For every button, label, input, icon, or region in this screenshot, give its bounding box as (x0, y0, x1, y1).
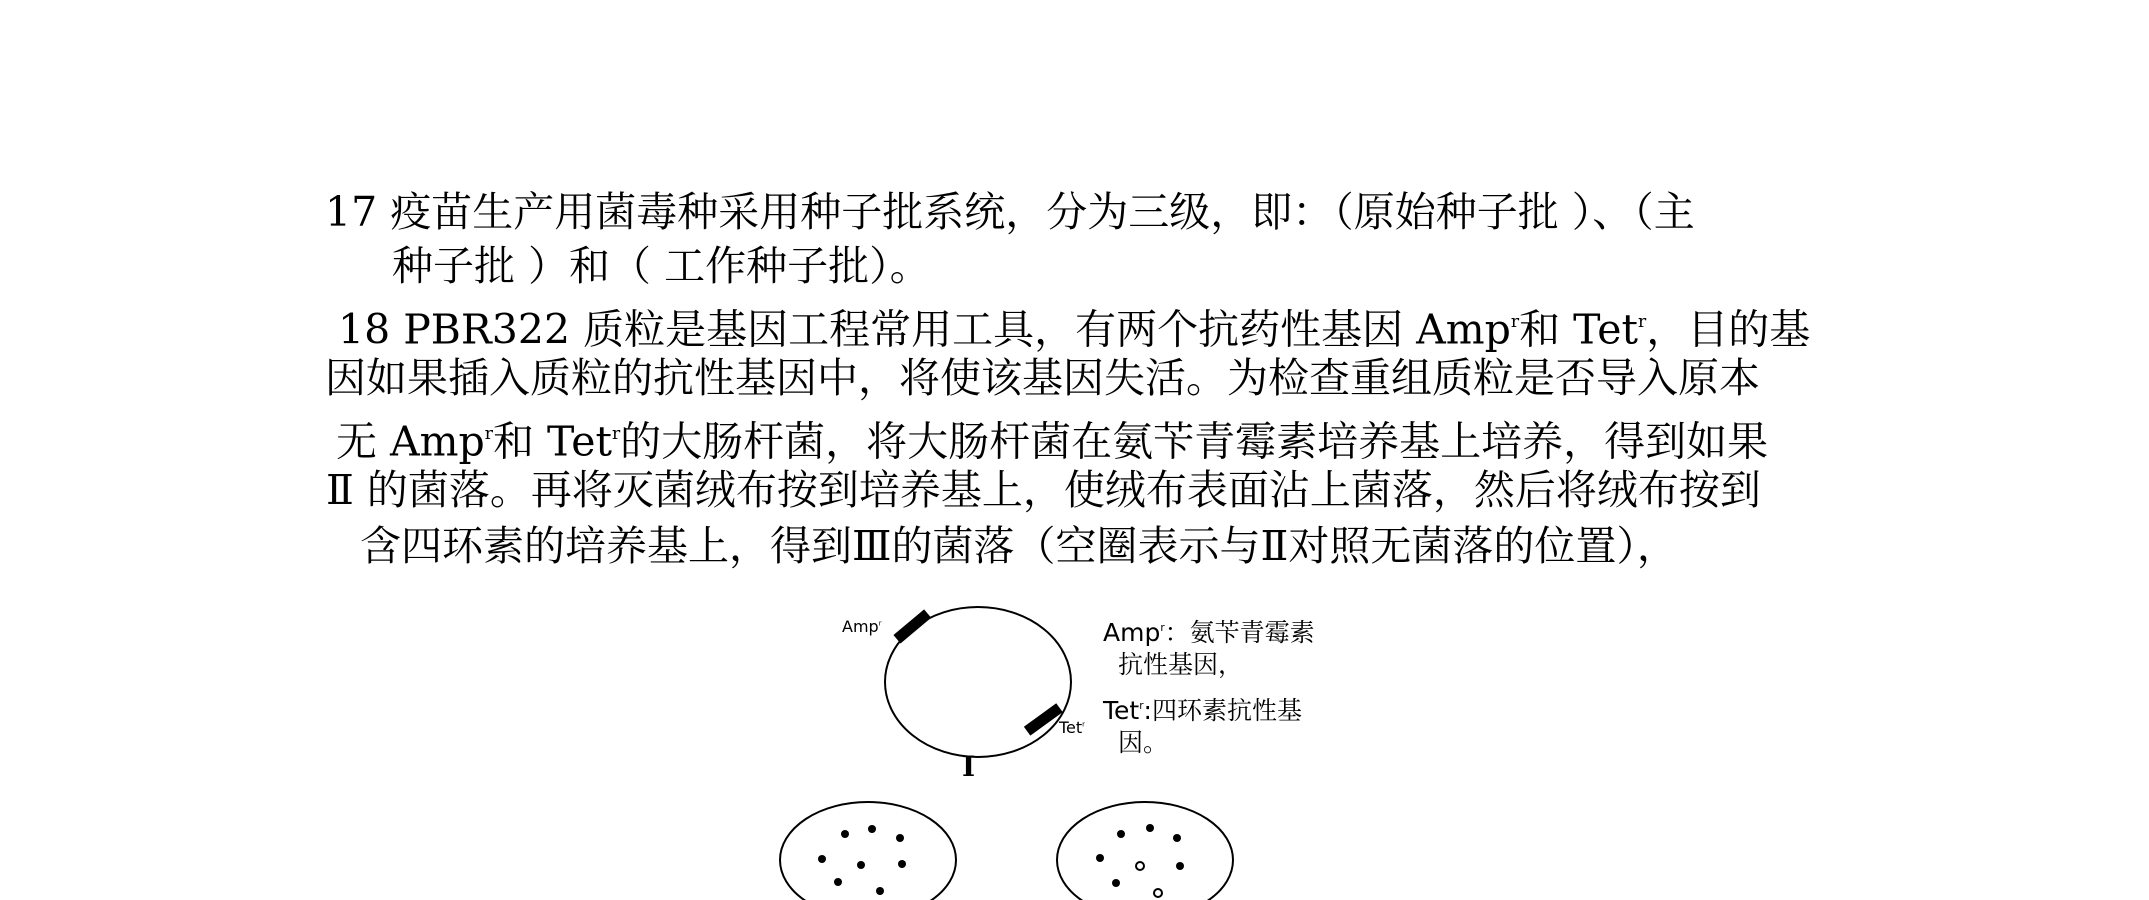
colony (834, 878, 842, 886)
q17-line-2: 种子批 ）和（ 工作种子批）。 (392, 242, 931, 290)
tet-gene-block (1024, 703, 1063, 735)
tet-gene-label: Tet$^r$ (1059, 718, 1085, 737)
colony (898, 860, 906, 868)
colony (857, 861, 865, 869)
tet-superscript-2: r (611, 424, 621, 444)
q18-line-4: Ⅱ 的菌落。再将灭菌绒布按到培养基上，使绒布表面沾上菌落，然后将绒布按到 (326, 466, 1761, 514)
petri-dish-iii (1057, 802, 1233, 900)
q18-line3-text-b: 和 Tet (493, 417, 612, 466)
colony (896, 834, 904, 842)
amp-superscript-2: r (484, 424, 493, 444)
amp-gene-label: Amp$^r$ (842, 617, 882, 636)
colonies-dish-iii (1096, 824, 1184, 887)
petri-dish-ii (780, 802, 956, 900)
colony (1146, 824, 1154, 832)
empty-colony (1136, 862, 1144, 870)
q18-line3-text-a: 无 Amp (336, 417, 485, 466)
colony (876, 887, 884, 895)
q18-line-5: 含四环素的培养基上，得到Ⅲ的菌落（空圈表示与Ⅱ对照无菌落的位置）， (360, 522, 1678, 570)
legend-amp: Amp$^r$：氨苄青霉素 (1103, 617, 1315, 647)
colony (1176, 862, 1184, 870)
colony (841, 830, 849, 838)
legend-tet-cont: 因。 (1118, 728, 1169, 757)
q18-line1-text-b: 和 Tet (1519, 305, 1639, 354)
q18-line-2: 因如果插入质粒的抗性基因中，将使该基因失活。为检查重组质粒是否导入原本 (325, 354, 1760, 402)
colony (1112, 879, 1120, 887)
q18-line1-text-a: 18 PBR322 质粒是基因工程常用工具，有两个抗药性基因 Amp (338, 305, 1511, 354)
colony (1117, 830, 1125, 838)
tet-superscript: r (1638, 312, 1647, 332)
colony (1173, 834, 1181, 842)
plasmid-numeral: I (962, 750, 976, 783)
amp-gene-block (893, 609, 931, 643)
amp-superscript: r (1510, 312, 1520, 332)
colony (818, 855, 826, 863)
colony (868, 825, 876, 833)
q18-line3-text-c: 的大肠杆菌，将大肠杆菌在氨苄青霉素培养基上培养，得到如果 (620, 417, 1769, 466)
legend-tet: Tet$^r$:四环素抗性基 (1103, 695, 1302, 725)
q17-line-1: 17 疫苗生产用菌毒种采用种子批系统，分为三级，即：（原始种子批 ）、（主 (325, 188, 1695, 236)
colonies-dish-ii (818, 825, 906, 895)
legend-amp-cont: 抗性基因， (1118, 650, 1244, 679)
q18-line1-text-c: ，目的基 (1646, 305, 1811, 354)
colony (1096, 854, 1104, 862)
empty-colony (1154, 889, 1162, 897)
empty-colony-positions (1136, 862, 1162, 897)
